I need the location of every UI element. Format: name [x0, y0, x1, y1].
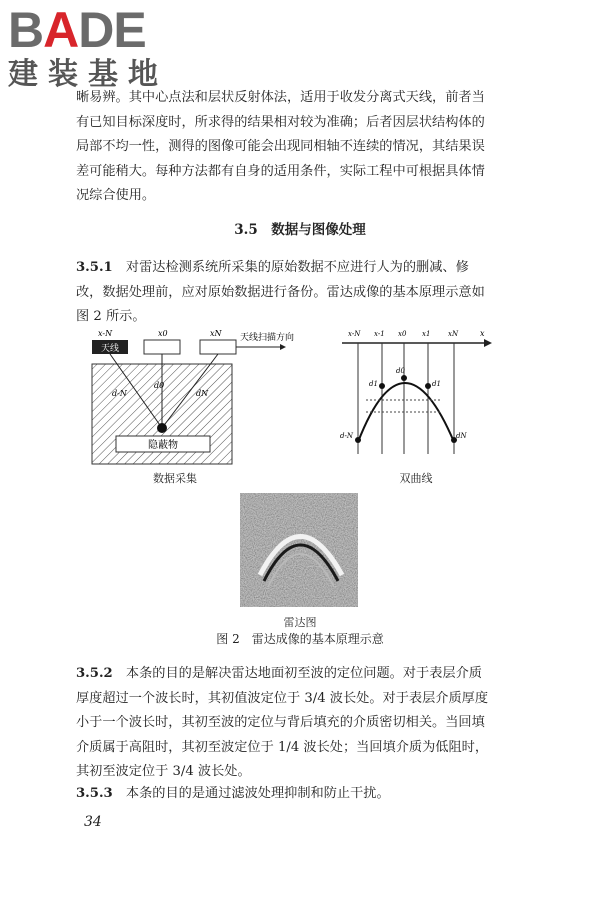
label-xn: xN: [210, 329, 222, 338]
intro-paragraph: 晰易辨。其中心点法和层状反射体法，适用于收发分离式天线，前者当有已知目标深度时，所求得的结果相对较为准确；后者因层状结构体的局部不均一性，测得的图像可能会出现同相轴不连续的情况，其结果误差可能稍大。每种方法都有自身的适用条件，实际工程中可根据具体情况综合使用。: [76, 90, 485, 203]
label-d1-right: d1: [432, 380, 441, 388]
target-point: [157, 423, 167, 433]
logo-wordmark: BADE: [8, 2, 146, 58]
label-dn-right: dN: [456, 432, 467, 440]
caption-hyperbola: 双曲线: [399, 472, 433, 485]
scan-arrow-head: [280, 344, 286, 350]
tick-x-minus-n: x-N: [348, 330, 361, 338]
caption-data-collection: 数据采集: [153, 472, 197, 485]
scan-direction-label: 天线扫描方向: [240, 333, 295, 343]
label-d-minus-n: d-N: [112, 389, 127, 398]
antenna-position-xn: [200, 340, 236, 354]
x-axis-arrow: [484, 339, 492, 347]
antenna-position-x0: [144, 340, 180, 354]
tick-x: x: [480, 329, 485, 338]
figure-caption: 图 2 雷达成像的基本原理示意: [216, 632, 384, 646]
target-label: 隐蔽物: [148, 440, 178, 451]
tick-xn: xN: [448, 330, 459, 338]
logo-subtitle: 建装基地: [8, 57, 168, 92]
clause-text: 本条的目的是解决雷达地面初至波的定位问题。对于表层介质厚度超过一个波长时，其初值波定位于 3/4 波长处。对于表层介质厚度小于一个波长时，其初至波的定位与背后填充的介质密切相关。当回填介质属于高阻时，其初至波定位于 1/4 波长处；当回填介质为低阻时，其初至波定位于 3/4 波长处。: [76, 666, 489, 779]
antenna-label: 天线: [100, 344, 120, 354]
clause-number: 3.5.2: [76, 666, 113, 681]
tick-x-minus-1: x-1: [374, 330, 385, 338]
clause-number: 3.5.3: [76, 786, 113, 801]
label-d1-left: d1: [369, 380, 378, 388]
caption-radar: 雷达图: [283, 616, 317, 629]
label-dn: dN: [196, 389, 209, 398]
tick-x1: x1: [422, 330, 431, 338]
point-d-minus-n: [355, 437, 361, 443]
page-number: 34: [84, 814, 102, 830]
clause-text: 对雷达检测系统所采集的原始数据不应进行人为的删减、修改，数据处理前，应对原始数据进行备份。雷达成像的基本原理示意如图 2 所示。: [76, 260, 485, 324]
point-d0: [401, 375, 407, 381]
hyperbola-diagram: [336, 326, 496, 466]
logo: [8, 4, 178, 92]
tick-x0: x0: [398, 330, 407, 338]
label-d-minus-n-right: d-N: [340, 432, 353, 440]
point-d1-left: [379, 383, 385, 389]
radar-image: [240, 493, 358, 607]
clause-text: 本条的目的是通过滤波处理抑制和防止干扰。: [125, 786, 390, 801]
section-heading: 3.5 数据与图像处理: [234, 222, 366, 238]
clause-3-5-2: [76, 662, 494, 785]
label-x0: x0: [158, 329, 168, 338]
clause-number: 3.5.1: [76, 260, 113, 275]
label-d0-right: d0: [396, 367, 405, 375]
clause-3-5-3: [76, 782, 494, 807]
label-x-minus-n: x-N: [98, 329, 113, 338]
clause-3-5-1: [76, 256, 494, 330]
data-collection-diagram: [84, 326, 344, 476]
point-d1-right: [425, 383, 431, 389]
radar-noise: [240, 493, 358, 607]
label-d0: d0: [154, 381, 165, 390]
